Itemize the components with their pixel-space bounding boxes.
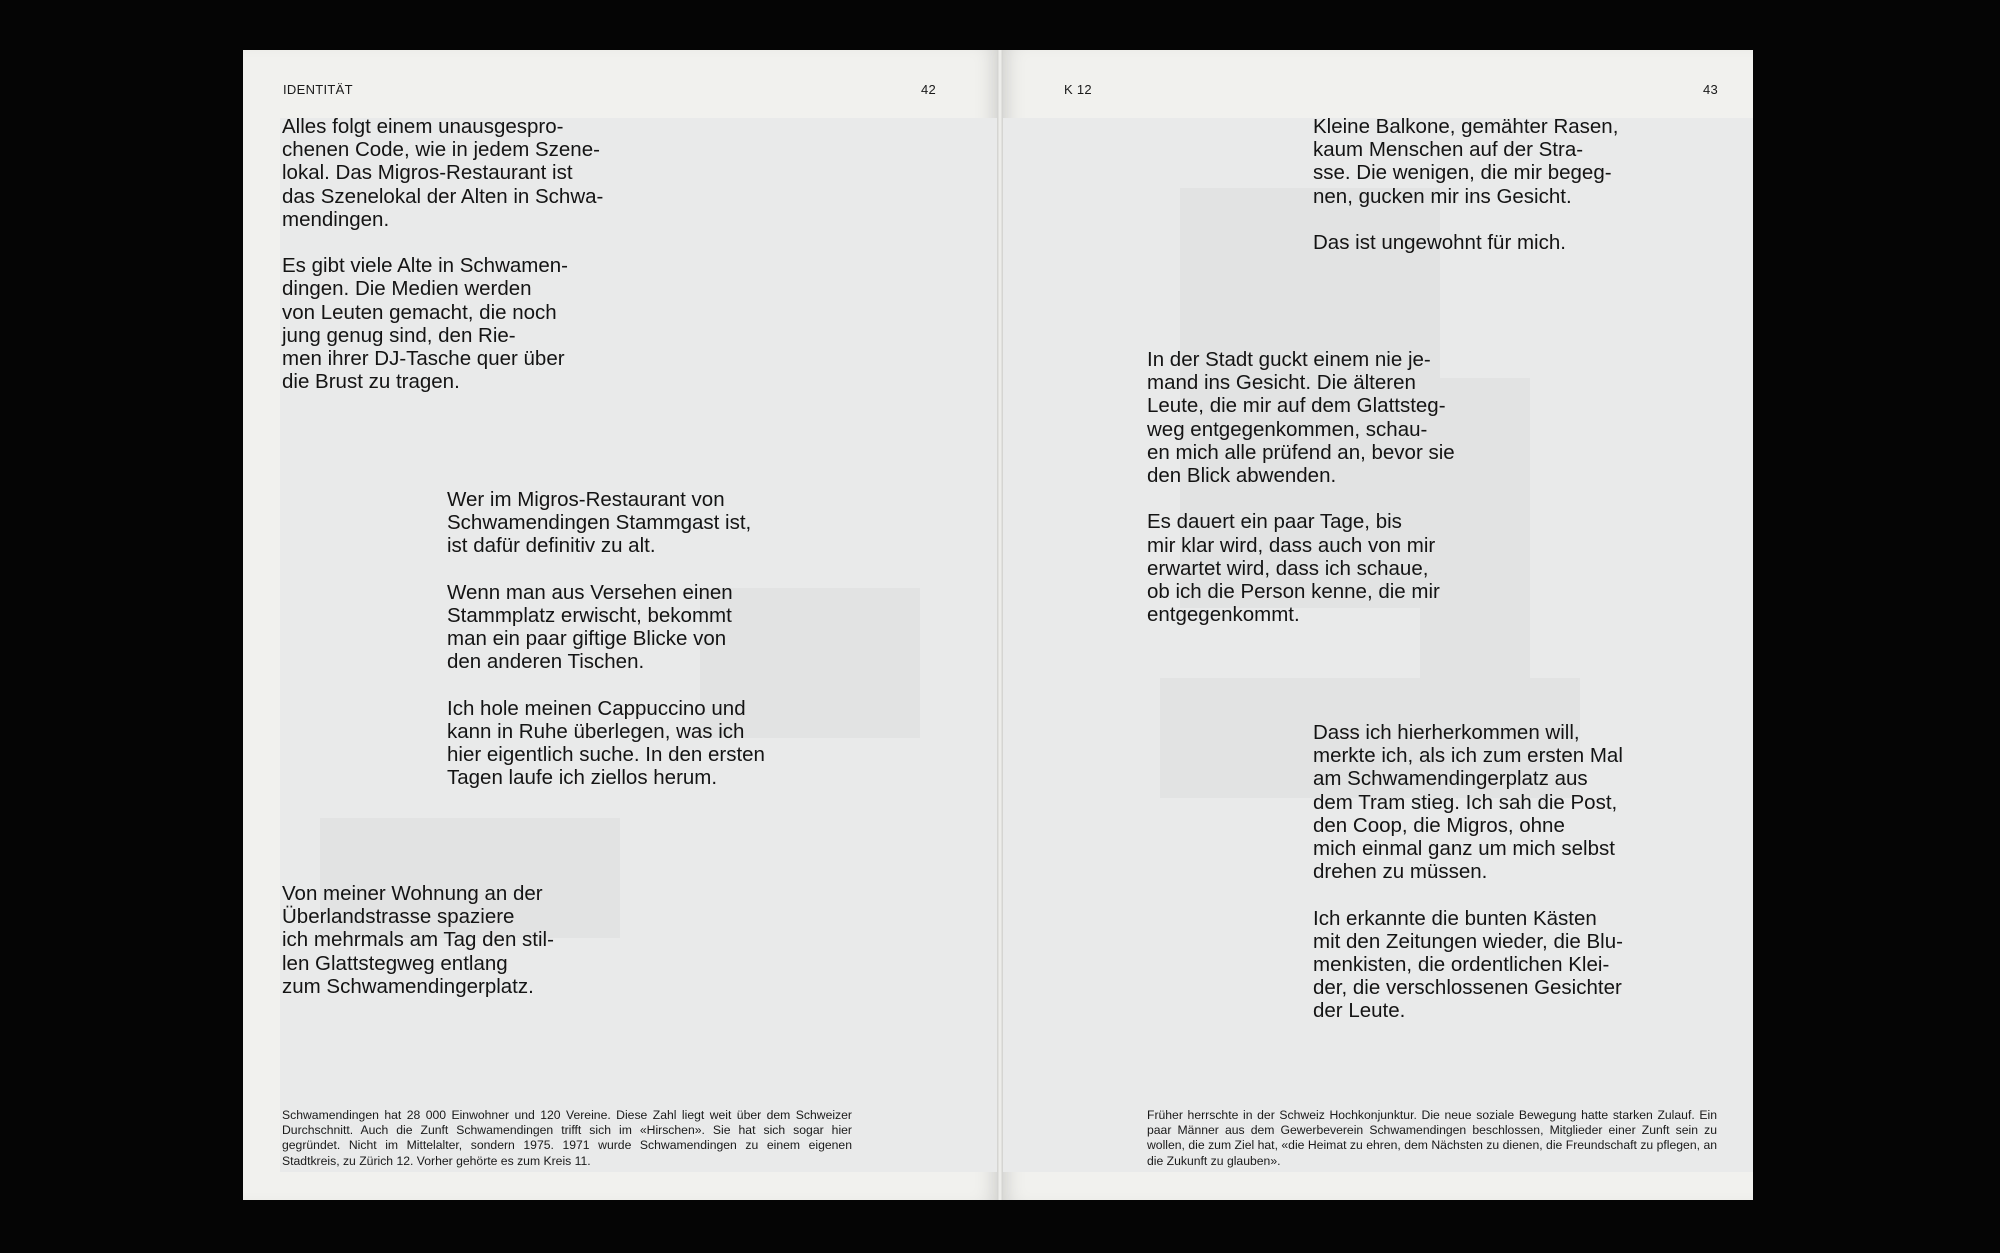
text-block-3 xyxy=(1313,721,1623,1023)
paragraph: Es dauert ein paar Tage, bis mir klar wird, dass auch von mir erwartet wird, dass ich schaue, ob ich die Person kenne, die mir entgegenkommt. xyxy=(1147,510,1440,627)
paragraph: Dass ich hierherkommen will, merkte ich, als ich zum ersten Mal am Schwamendingerplatz aus dem Tram stieg. Ich sah die Post, den Coop, die Migros, ohne mich einmal ganz um mich selbst drehen zu müssen. xyxy=(1313,721,1623,884)
paragraph: Alles folgt einem unausgespro- chenen Code, wie in jedem Szene- lokal. Das Migros-Restaurant ist das Szenelokal der Alten in Schwa- mendingen. xyxy=(282,115,604,231)
page-number: 43 xyxy=(1703,82,1719,97)
text-block-3 xyxy=(282,882,554,998)
paragraph: Wer im Migros-Restaurant von Schwamendingen Stammgast ist, ist dafür definitiv zu alt. xyxy=(447,488,752,558)
page-number: 42 xyxy=(921,82,937,97)
right-page xyxy=(1000,50,1753,1200)
paragraph: Ich hole meinen Cappuccino und kann in Ruhe überlegen, was ich hier eigentlich suche. In den ersten Tagen laufe ich ziellos herum. xyxy=(447,696,765,790)
footnote: Früher herrschte in der Schweiz Hochkonjunktur. Die neue soziale Bewegung hatte starken Zulauf. Ein paar Männer aus dem Gewerbeverein Schwamendingen beschlossen, Mitglieder einer Zunft sein zu wollen, die zum Ziel hat, «die Heimat zu ehren, dem Nächsten zu dienen, die Freundschaft zu pflegen, an die Zukunft zu glauben». xyxy=(1147,1108,1717,1168)
book-spine xyxy=(997,50,1003,1200)
text-block-2 xyxy=(447,488,765,790)
book-spread xyxy=(243,50,1753,1200)
page-header: K 12 xyxy=(1064,82,1092,97)
left-page xyxy=(243,50,1000,1200)
text-block-1 xyxy=(1313,115,1618,254)
paragraph: Wenn man aus Versehen einen Stammplatz erwischt, bekommt man ein paar giftige Blicke von den anderen Tischen. xyxy=(447,580,733,674)
paragraph: Von meiner Wohnung an der Überlandstrasse spaziere ich mehrmals am Tag den stil- len Glattstegweg entlang zum Schwamendingerplatz. xyxy=(282,882,554,998)
text-block-1 xyxy=(282,115,603,393)
paragraph: Es gibt viele Alte in Schwamen- dingen. Die Medien werden von Leuten gemacht, die noch jung genug sind, den Rie- men ihrer DJ-Tasche quer über die Brust zu tragen. xyxy=(282,254,568,394)
paragraph: In der Stadt guckt einem nie je- mand ins Gesicht. Die älteren Leute, die mir auf dem Glattsteg- weg entgegenkommen, schau- en mich alle prüfend an, bevor sie den Blick abwenden. xyxy=(1147,348,1455,488)
paragraph: Das ist ungewohnt für mich. xyxy=(1313,231,1566,254)
paragraph: Ich erkannte die bunten Kästen mit den Zeitungen wieder, die Blu- menkisten, die ordentlichen Klei- der, die verschlossenen Gesichter der Leute. xyxy=(1313,906,1623,1023)
footnote: Schwamendingen hat 28 000 Einwohner und 120 Vereine. Diese Zahl liegt weit über dem Schweizer Durchschnitt. Auch die Zunft Schwamendingen trifft sich im «Hirschen». Sie hat sich sogar hier gegründet. Nicht im Mittelalter, sondern 1975. 1971 wurde Schwamendingen zu einem eigenen Stadtkreis, zu Zürich 12. Vorher gehörte es zum Kreis 11. xyxy=(282,1108,852,1168)
page-header: IDENTITÄT xyxy=(283,82,353,97)
text-block-2 xyxy=(1147,348,1455,626)
paragraph: Kleine Balkone, gemähter Rasen, kaum Menschen auf der Stra- sse. Die wenigen, die mir begeg- nen, gucken mir ins Gesicht. xyxy=(1313,115,1619,208)
